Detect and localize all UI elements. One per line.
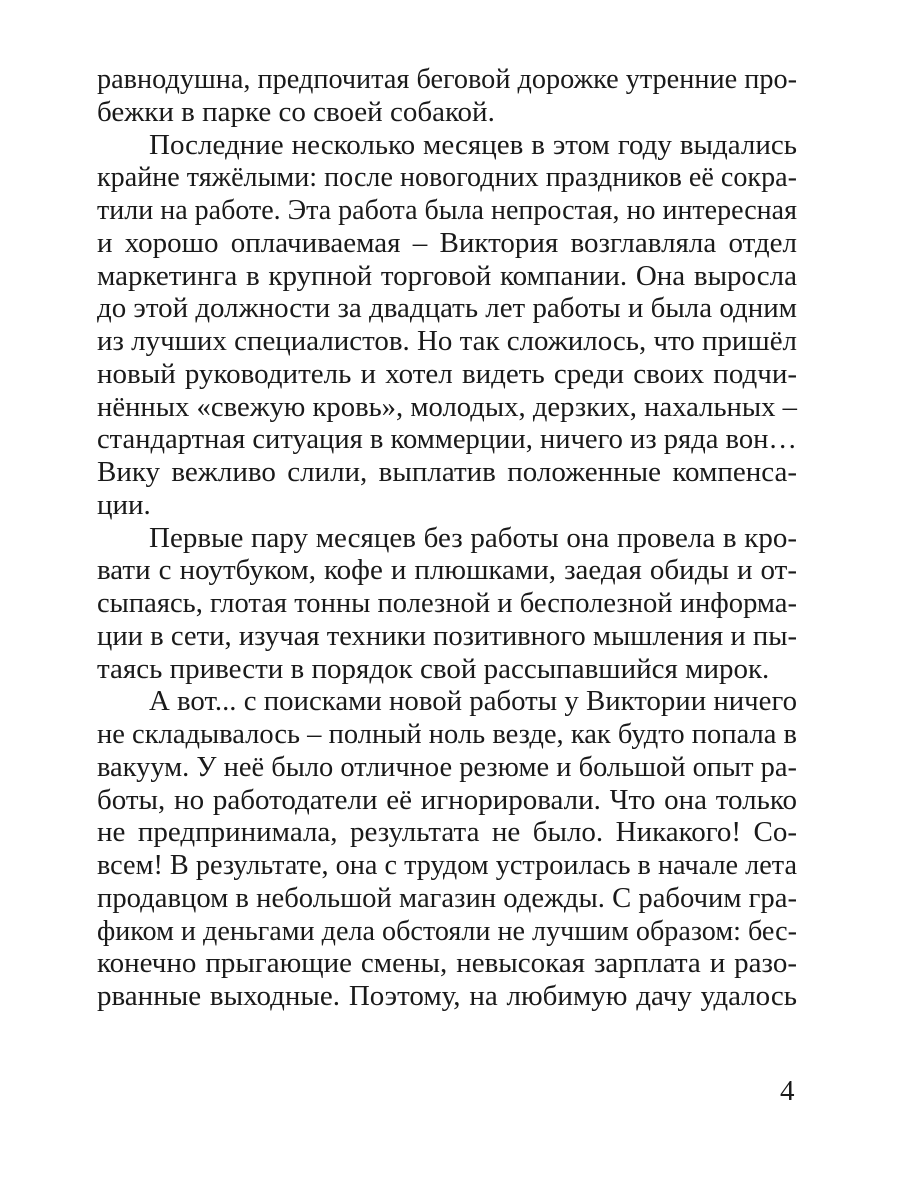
text-line: вакуум. У неё было отличное резюме и большой опыт ра-: [97, 750, 797, 783]
text-line: ции.: [97, 488, 151, 521]
text-line: таясь привести в порядок свой рассыпавшийся мирок.: [97, 652, 770, 685]
text-line: из лучших специалистов. Но так сложилось, что пришёл: [97, 325, 797, 357]
text-line: и хорошо оплачиваемая – Виктория возглавляла отдел: [97, 226, 797, 259]
text-line: крайне тяжёлыми: после новогодних праздников её сокра-: [97, 161, 797, 194]
text-line: стандартная ситуация в коммерции, ничего из ряда вон…: [97, 423, 797, 456]
text-line: конечно прыгающие смены, невысокая зарплата и разо-: [97, 947, 797, 980]
text-line: вати с ноутбуком, кофе и плюшками, заедая обиды и от-: [97, 554, 797, 587]
text-line: новый руководитель и хотел видеть среди своих подчи-: [97, 357, 797, 390]
text-line: бежки в парке со своей собакой.: [97, 95, 495, 128]
text-line: рванные выходные. Поэтому, на любимую дачу удалось: [97, 980, 797, 1012]
text-line: А вот... с поисками новой работы у Виктории ничего: [148, 685, 797, 718]
text-line: ции в сети, изучая техники позитивного мышления и пы-: [97, 619, 797, 652]
text-line: Первые пару месяцев без работы она провела в кро-: [149, 521, 797, 554]
paragraph: [97, 685, 797, 1013]
page-number: 4: [780, 1075, 795, 1107]
text-line: продавцом в небольшой магазин одежды. С рабочим гра-: [97, 881, 797, 914]
text-line: равнодушна, предпочитая беговой дорожке утренние про-: [97, 63, 797, 95]
text-line: до этой должности за двадцать лет работы и была одним: [97, 292, 797, 325]
paragraph: [97, 129, 797, 522]
text-line: всем! В результате, она с трудом устроилась в начале лета: [97, 849, 797, 881]
page-body: [97, 63, 797, 1013]
text-line: не складывалось – полный ноль везде, как будто попала в: [97, 718, 797, 750]
text-line: сыпаясь, глотая тонны полезной и бесполезной информа-: [97, 587, 797, 619]
text-line: не предпринимала, результата не было. Никакого! Со-: [97, 816, 797, 849]
text-line: тили на работе. Эта работа была непростая, но интересная: [97, 194, 797, 226]
text-line: Последние несколько месяцев в этом году выдались: [149, 128, 797, 161]
text-line: нённых «свежую кровь», молодых, дерзких, нахальных –: [97, 390, 797, 423]
text-line: Вику вежливо слили, выплатив положенные компенса-: [97, 456, 797, 488]
text-line: фиком и деньгами дела обстояли не лучшим образом: бес-: [97, 914, 797, 947]
text-line: маркетинга в крупной торговой компании. Она выросла: [97, 259, 797, 292]
paragraph: [97, 63, 797, 129]
paragraph: [97, 522, 797, 686]
text-line: боты, но работодатели её игнорировали. Что она только: [97, 783, 797, 816]
